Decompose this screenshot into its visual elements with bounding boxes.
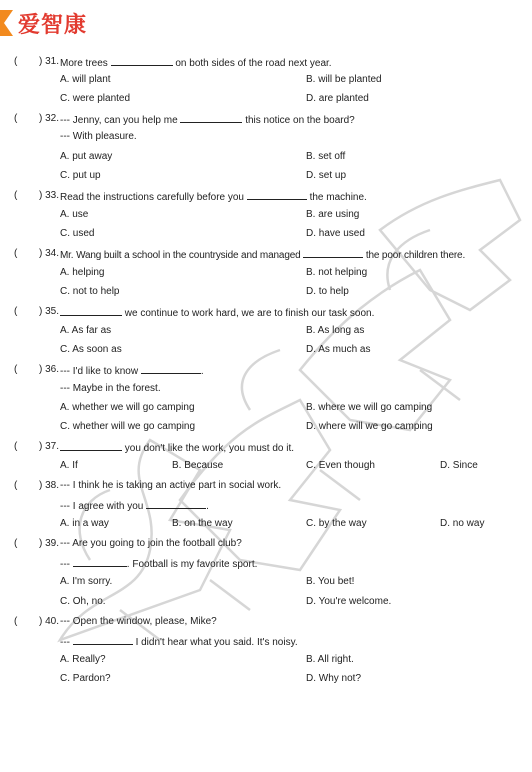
dialogue-reply: --- . Football is my favorite sport. xyxy=(60,559,258,570)
question-number: ) 37. xyxy=(39,441,60,452)
answer-paren-open: ( xyxy=(14,56,18,67)
question-stem: --- Jenny, can you help me this notice on the board? xyxy=(60,115,355,126)
dialogue-reply: --- I agree with you . xyxy=(60,501,209,512)
option-c: C. were planted xyxy=(60,93,131,104)
question-number: ) 32. xyxy=(39,113,60,124)
option-d: D. to help xyxy=(306,286,349,297)
answer-paren-open: ( xyxy=(14,538,18,549)
option-b: B. As long as xyxy=(306,325,365,336)
option-a: A. whether we will go camping xyxy=(60,402,195,413)
question-stem: you don't like the work, you must do it. xyxy=(60,441,294,455)
option-b: B. You bet! xyxy=(306,576,355,587)
option-d: D. You're welcome. xyxy=(306,596,392,607)
option-c: C. Oh, no. xyxy=(60,596,106,607)
option-d: D. Since xyxy=(440,460,478,471)
option-a: A. As far as xyxy=(60,325,112,336)
answer-paren-open: ( xyxy=(14,364,18,375)
option-a: A. put away xyxy=(60,151,113,162)
option-c: C. used xyxy=(60,228,95,239)
option-c: C. put up xyxy=(60,170,101,181)
question-number: ) 35. xyxy=(39,306,60,317)
answer-paren-open: ( xyxy=(14,306,18,317)
question-number: ) 40. xyxy=(39,616,60,627)
option-c: C. As soon as xyxy=(60,344,122,355)
question-number: ) 31. xyxy=(39,56,60,67)
question-stem: Read the instructions carefully before you the machine. xyxy=(60,192,367,203)
question-number: ) 36. xyxy=(39,364,60,375)
question-number: ) 33. xyxy=(39,190,60,201)
answer-paren-open: ( xyxy=(14,441,18,452)
question-stem: Mr. Wang built a school in the countryside and managed the poor children there. xyxy=(60,250,466,261)
question-number: ) 38. xyxy=(39,480,60,491)
question-number: ) 34. xyxy=(39,248,60,259)
option-a: A. Really? xyxy=(60,654,106,665)
question-stem: --- Open the window, please, Mike? xyxy=(60,616,217,627)
option-b: B. All right. xyxy=(306,654,354,665)
option-c: C. Even though xyxy=(306,460,375,471)
answer-paren-open: ( xyxy=(14,616,18,627)
option-d: D. have used xyxy=(306,228,365,239)
brand-logo xyxy=(0,8,140,38)
option-b: B. on the way xyxy=(172,518,233,529)
option-d: D. set up xyxy=(306,170,347,181)
dialogue-reply: --- Maybe in the forest. xyxy=(60,383,161,394)
question-stem: --- I think he is taking an active part in social work. xyxy=(60,480,282,491)
question-stem: --- Are you going to join the football club? xyxy=(60,538,242,549)
option-a: A. If xyxy=(60,460,78,471)
logo-mark-icon xyxy=(0,10,16,36)
brand-name: 爱智康 xyxy=(18,13,88,38)
option-b: B. are using xyxy=(306,209,360,220)
question-stem: we continue to work hard, we are to finish our task soon. xyxy=(60,306,374,320)
option-a: A. I'm sorry. xyxy=(60,576,113,587)
option-a: A. in a way xyxy=(60,518,109,529)
option-b: B. not helping xyxy=(306,267,368,278)
option-b: B. where we will go camping xyxy=(306,402,433,413)
question-stem: --- I'd like to know . xyxy=(60,366,204,377)
option-d: D. As much as xyxy=(306,344,371,355)
option-c: C. not to help xyxy=(60,286,120,297)
answer-paren-open: ( xyxy=(14,113,18,124)
option-b: B. set off xyxy=(306,151,346,162)
question-stem: More trees on both sides of the road next year. xyxy=(60,58,332,69)
option-b: B. Because xyxy=(172,460,224,471)
option-b: B. will be planted xyxy=(306,74,382,85)
option-a: A. use xyxy=(60,209,89,220)
option-d: D. no way xyxy=(440,518,485,529)
answer-paren-open: ( xyxy=(14,248,18,259)
option-d: D. Why not? xyxy=(306,673,362,684)
option-a: A. will plant xyxy=(60,74,111,85)
dialogue-reply: --- I didn't hear what you said. It's noisy. xyxy=(60,637,298,648)
answer-paren-open: ( xyxy=(14,190,18,201)
option-a: A. helping xyxy=(60,267,105,278)
option-c: C. whether will we go camping xyxy=(60,421,196,432)
option-c: C. by the way xyxy=(306,518,367,529)
option-c: C. Pardon? xyxy=(60,673,111,684)
option-d: D. where will we go camping xyxy=(306,421,433,432)
dialogue-reply: --- With pleasure. xyxy=(60,131,137,142)
option-d: D. are planted xyxy=(306,93,369,104)
question-number: ) 39. xyxy=(39,538,60,549)
answer-paren-open: ( xyxy=(14,480,18,491)
